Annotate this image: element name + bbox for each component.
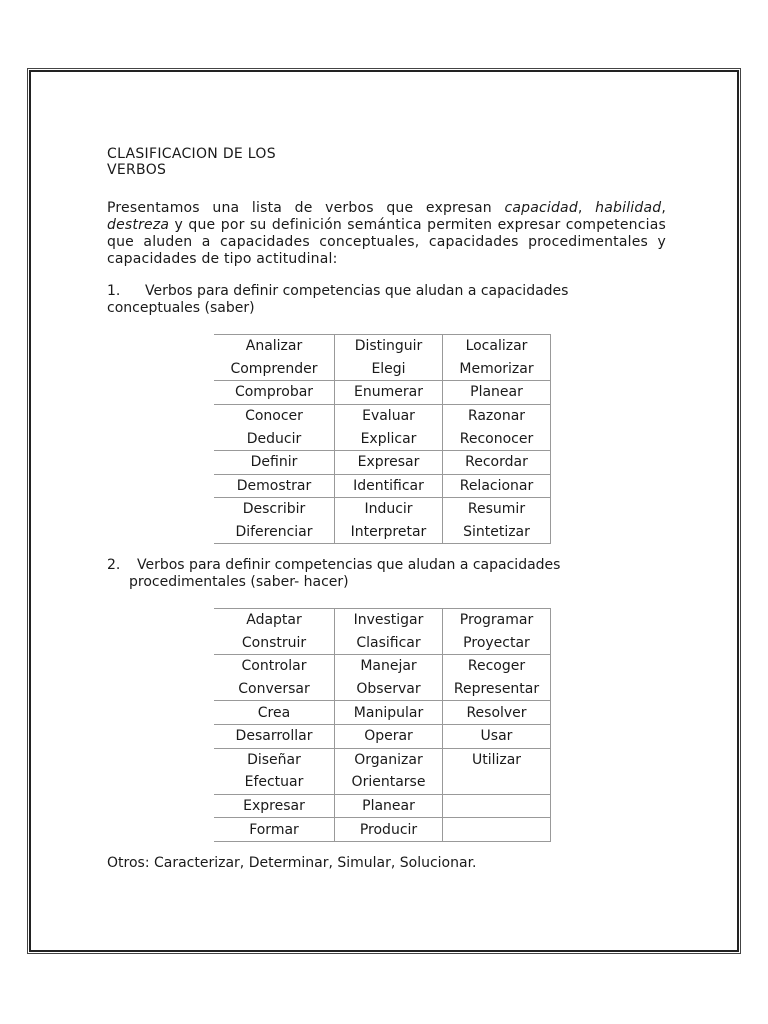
- table-row: [214, 678, 551, 701]
- table-cell: Evaluar: [335, 404, 443, 427]
- table-cell: Construir: [214, 632, 335, 655]
- table-cell: Usar: [443, 724, 551, 748]
- table-cell: Inducir: [335, 498, 443, 521]
- others-line: Otros: Caracterizar, Determinar, Simular, Solucionar.: [107, 855, 477, 871]
- table-cell: Definir: [214, 450, 335, 474]
- table-cell: Sintetizar: [443, 521, 551, 544]
- table-row: [214, 404, 551, 427]
- table-cell: Enumerar: [335, 381, 443, 405]
- section-1-heading-text: Verbos para definir competencias que aludan a capacidades: [145, 283, 569, 299]
- table-cell: Representar: [443, 678, 551, 701]
- table-cell: [443, 794, 551, 818]
- table-cell: Expresar: [335, 450, 443, 474]
- intro-em-destreza: destreza: [107, 217, 170, 233]
- table-cell: Razonar: [443, 404, 551, 427]
- table-row: [214, 427, 551, 450]
- section-2-heading-line-2: procedimentales (saber- hacer): [129, 574, 349, 590]
- table-cell: Desarrollar: [214, 724, 335, 748]
- table-cell: Describir: [214, 498, 335, 521]
- table-row: [214, 818, 551, 842]
- table-row: [214, 632, 551, 655]
- intro-em-capacidad: capacidad: [504, 200, 578, 216]
- table-cell: [443, 771, 551, 794]
- table-cell: [443, 818, 551, 842]
- table-row: [214, 498, 551, 521]
- table-cell: Recoger: [443, 655, 551, 678]
- table-cell: Conocer: [214, 404, 335, 427]
- intro-sep-1: ,: [577, 200, 596, 216]
- table-procedural-verbs: [214, 608, 551, 842]
- table-cell: Reconocer: [443, 427, 551, 450]
- table-row: [214, 748, 551, 771]
- table-cell: Producir: [335, 818, 443, 842]
- table-cell: Crea: [214, 701, 335, 725]
- table-row: [214, 794, 551, 818]
- table-cell: Proyectar: [443, 632, 551, 655]
- section-2-number: 2.: [107, 557, 121, 573]
- table-row: [214, 701, 551, 725]
- table-cell: Deducir: [214, 427, 335, 450]
- table-cell: Programar: [443, 609, 551, 632]
- section-1-number: 1.: [107, 283, 121, 299]
- intro-em-habilidad: habilidad: [595, 200, 662, 216]
- table-row: [214, 474, 551, 498]
- table-cell: Operar: [335, 724, 443, 748]
- table-cell: Interpretar: [335, 521, 443, 544]
- table-cell: Relacionar: [443, 474, 551, 498]
- table-cell: Adaptar: [214, 609, 335, 632]
- table-cell: Efectuar: [214, 771, 335, 794]
- intro-paragraph: [107, 200, 666, 268]
- table-row: [214, 335, 551, 358]
- section-1-heading: [107, 283, 637, 317]
- table-cell: Demostrar: [214, 474, 335, 498]
- table-cell: Organizar: [335, 748, 443, 771]
- table-row: [214, 655, 551, 678]
- table-cell: Recordar: [443, 450, 551, 474]
- table-cell: Distinguir: [335, 335, 443, 358]
- table-row: [214, 771, 551, 794]
- table-row: [214, 381, 551, 405]
- table-row: [214, 609, 551, 632]
- table-cell: Conversar: [214, 678, 335, 701]
- table-cell: Utilizar: [443, 748, 551, 771]
- table-cell: Diseñar: [214, 748, 335, 771]
- table-cell: Explicar: [335, 427, 443, 450]
- table-cell: Elegi: [335, 358, 443, 381]
- table-cell: Manejar: [335, 655, 443, 678]
- section-2-heading-text: Verbos para definir competencias que aludan a capacidades: [137, 557, 561, 573]
- table-cell: Investigar: [335, 609, 443, 632]
- table-cell: Diferenciar: [214, 521, 335, 544]
- table-cell: Expresar: [214, 794, 335, 818]
- table-cell: Planear: [335, 794, 443, 818]
- table-cell: Planear: [443, 381, 551, 405]
- table-row: [214, 724, 551, 748]
- table-cell: Comprobar: [214, 381, 335, 405]
- intro-text-1: Presentamos una lista de verbos que expresan: [107, 200, 505, 216]
- table-cell: Identificar: [335, 474, 443, 498]
- table-row: [214, 450, 551, 474]
- section-2-heading: [107, 557, 607, 591]
- intro-sep-2: ,: [661, 200, 666, 216]
- table-cell: Formar: [214, 818, 335, 842]
- table-conceptual-verbs: [214, 334, 551, 544]
- table-cell: Orientarse: [335, 771, 443, 794]
- table-cell: Manipular: [335, 701, 443, 725]
- table-cell: Observar: [335, 678, 443, 701]
- table-cell: Resumir: [443, 498, 551, 521]
- section-1-heading-line-2: conceptuales (saber): [107, 300, 255, 316]
- intro-text-2: y que por su definición semántica permiten expresar competencias que aluden a capacidades conceptuales, capacidades procedimentales y capacidades de tipo actitudinal:: [107, 217, 666, 267]
- table-cell: Controlar: [214, 655, 335, 678]
- table-cell: Memorizar: [443, 358, 551, 381]
- document-title: [107, 146, 327, 178]
- table-cell: Clasificar: [335, 632, 443, 655]
- table-cell: Localizar: [443, 335, 551, 358]
- title-line-2: VERBOS: [107, 162, 167, 178]
- table-cell: Resolver: [443, 701, 551, 725]
- table-row: [214, 358, 551, 381]
- table-row: [214, 521, 551, 544]
- table-cell: Comprender: [214, 358, 335, 381]
- table-cell: Analizar: [214, 335, 335, 358]
- title-line-1: CLASIFICACION DE LOS: [107, 146, 276, 162]
